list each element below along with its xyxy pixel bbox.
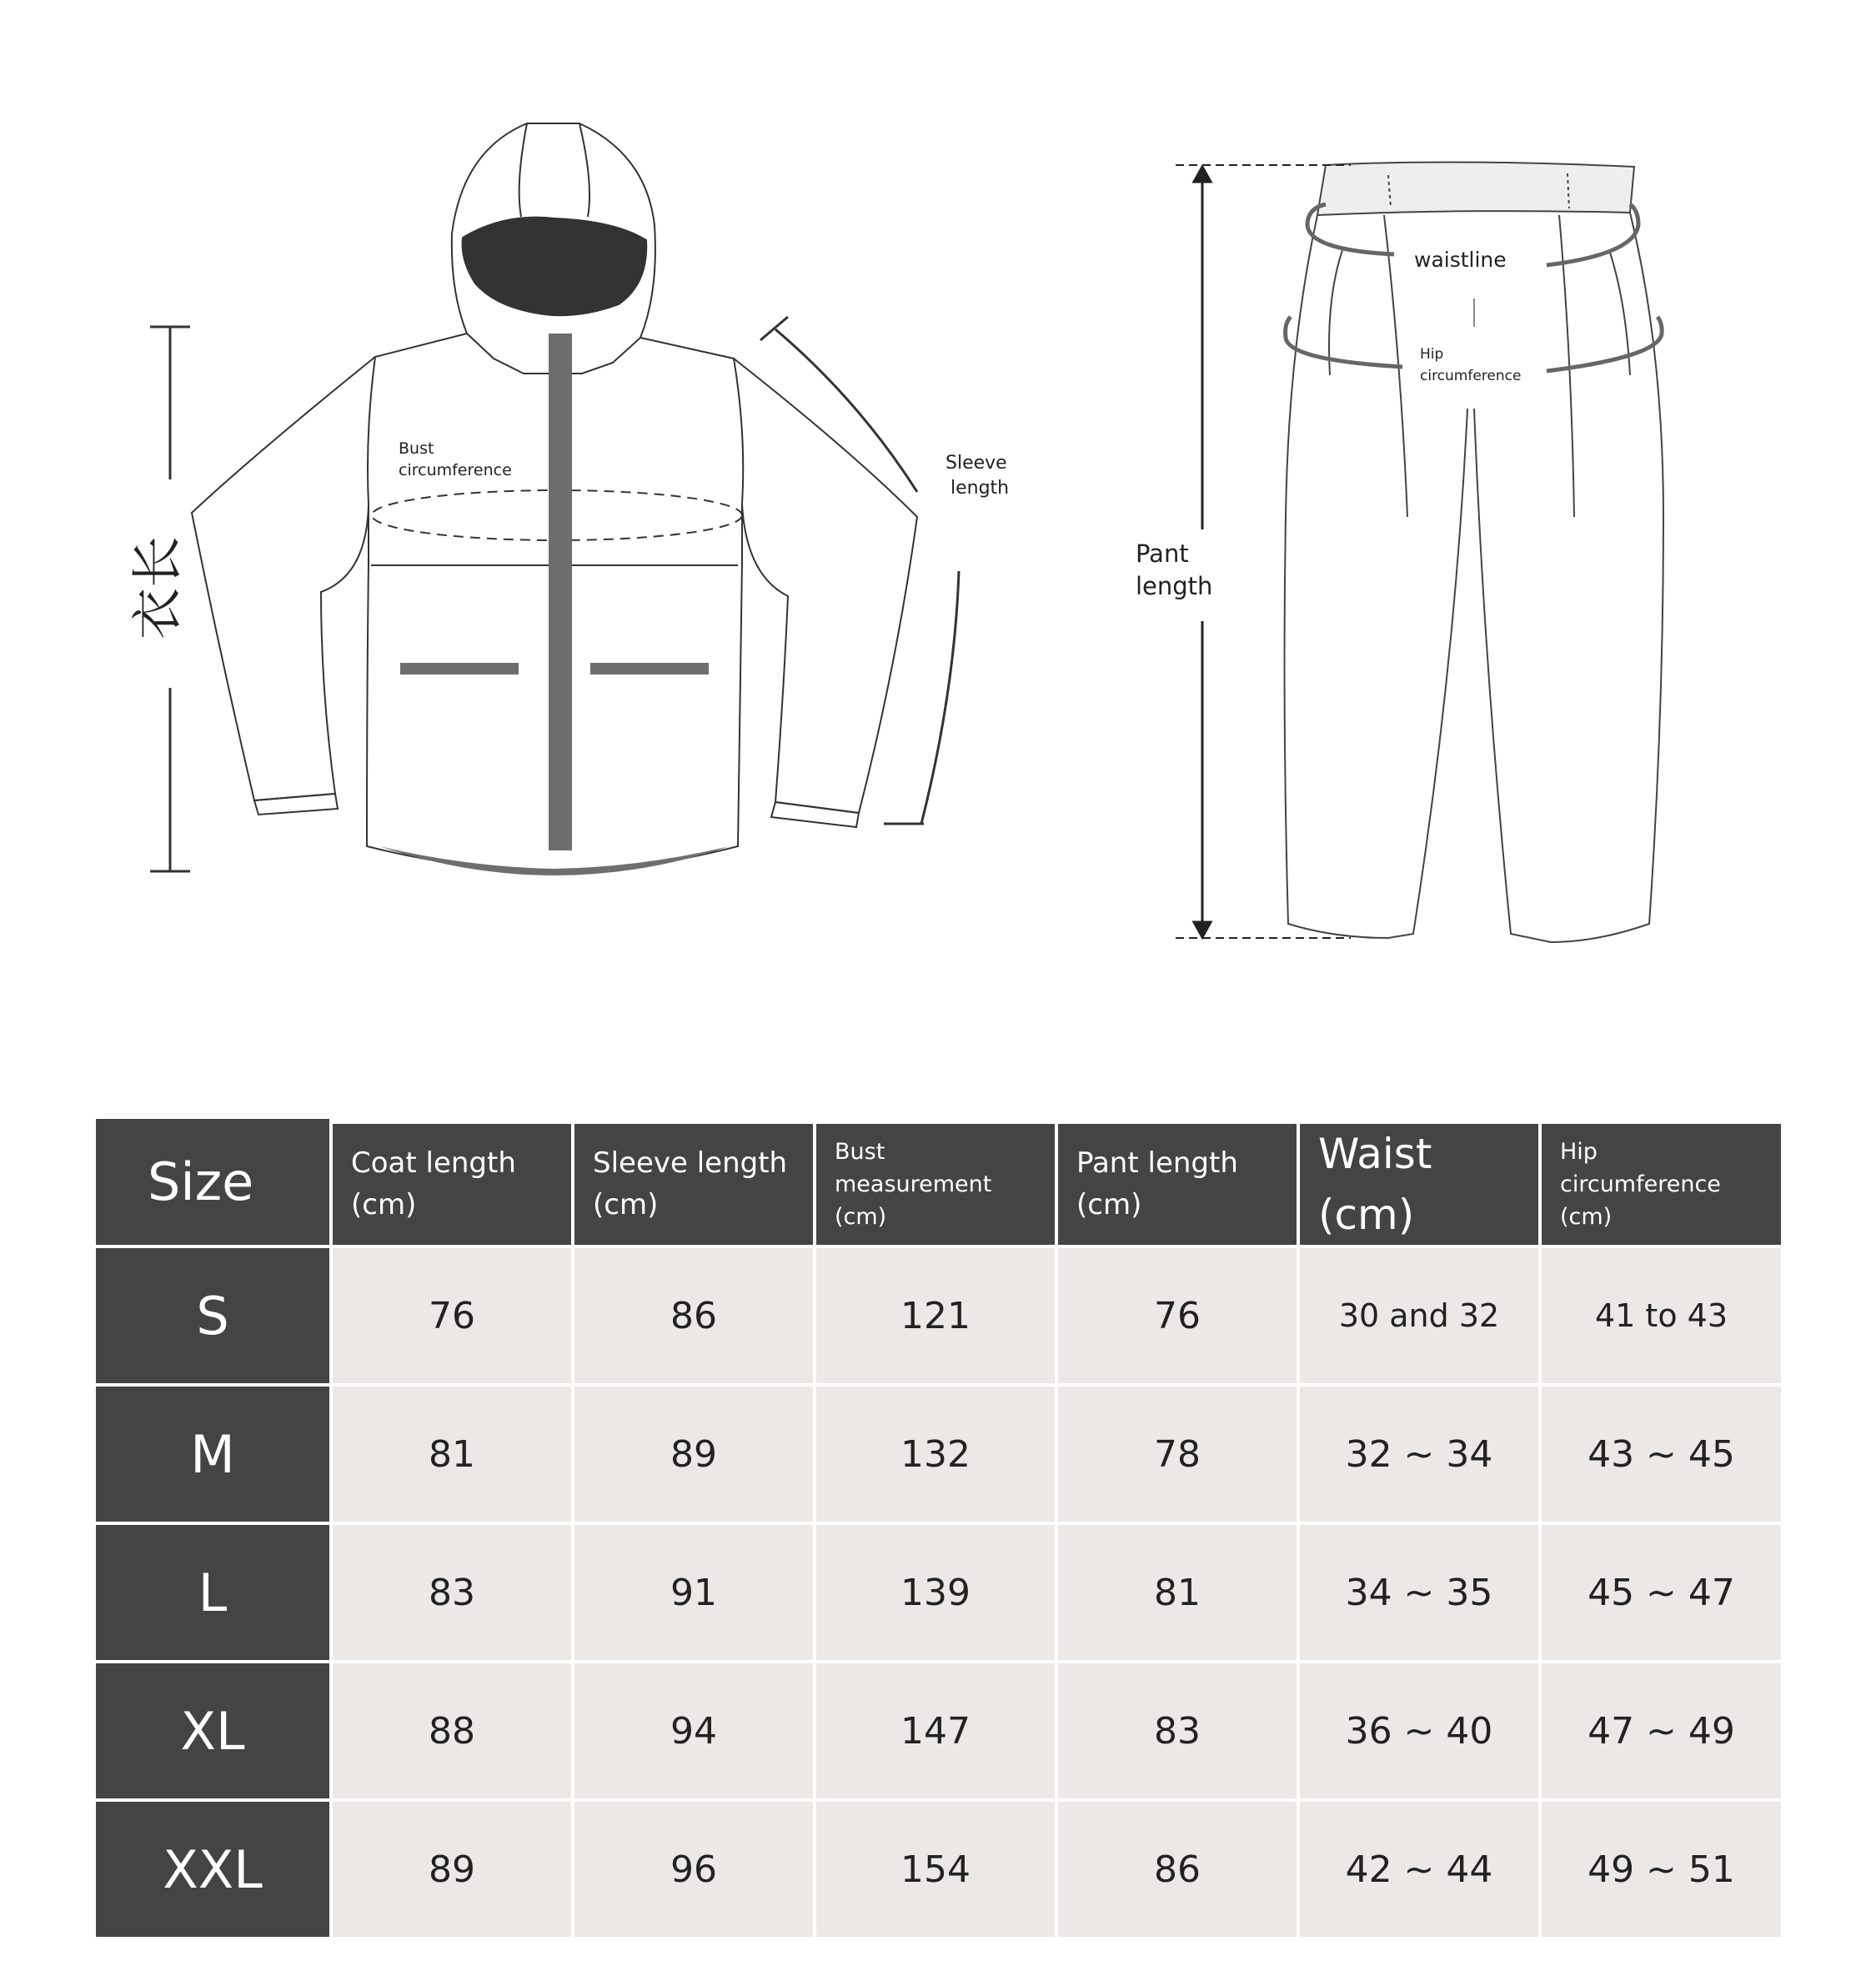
size-cell: S: [96, 1248, 329, 1383]
pant-length-cell: 76: [1058, 1248, 1297, 1383]
pant-length-label-line1: Pant: [1136, 539, 1189, 568]
jacket-left-pocket: [400, 663, 519, 675]
pant-length-cell: 83: [1058, 1663, 1297, 1798]
sleeve-length-cell: 96: [574, 1802, 813, 1937]
jacket-hood-seam: [519, 123, 589, 217]
jacket-left-sleeve: [192, 357, 375, 800]
coat-length-cell: 88: [333, 1663, 571, 1798]
jacket-hood-opening: [463, 218, 647, 316]
waist-cell: 32 ~ 34: [1300, 1387, 1538, 1522]
hip-cell: 45 ~ 47: [1542, 1525, 1781, 1660]
table-row-xxl: [96, 1802, 1781, 1937]
pant-length-cell: 81: [1058, 1525, 1297, 1660]
sleeve-length-cell: 86: [574, 1248, 813, 1383]
pants-right-leg: [1474, 213, 1663, 942]
hip-band-right: [1547, 317, 1662, 371]
sleeve-length-dimension: [760, 317, 959, 824]
header-pant-length: Pant length (cm): [1058, 1119, 1297, 1245]
sleeve-length-cell: 94: [574, 1663, 813, 1798]
hip-cell: 49 ~ 51: [1542, 1802, 1781, 1937]
table-row-s: [96, 1248, 1781, 1383]
hip-cell: 41 to 43: [1542, 1248, 1781, 1383]
header-size: Size: [96, 1119, 329, 1245]
hip-cell: 43 ~ 45: [1542, 1387, 1781, 1522]
size-cell: XL: [96, 1663, 329, 1798]
jacket-right-pocket: [590, 663, 709, 675]
table-row-l: [96, 1525, 1781, 1660]
bust-label-line1: Bust: [399, 439, 434, 458]
waist-cell: 42 ~ 44: [1300, 1802, 1538, 1937]
hip-band-left: [1286, 317, 1402, 367]
coat-length-cell: 76: [333, 1248, 571, 1383]
jacket-right-sleeve: [734, 359, 917, 813]
bust-cell: 121: [816, 1248, 1055, 1383]
sleeve-length-cell: 91: [574, 1525, 813, 1660]
sleeve-length-cell: 89: [574, 1387, 813, 1522]
hip-cell: 47 ~ 49: [1542, 1663, 1781, 1798]
sleeve-label-line1: Sleeve: [946, 453, 1007, 474]
coat-length-cell: 89: [333, 1802, 571, 1937]
hip-label-line1: Hip: [1420, 346, 1444, 363]
table-row-m: [96, 1387, 1781, 1522]
waistline-label: waistline: [1414, 248, 1507, 272]
pants-drawing: [1285, 162, 1663, 942]
waist-cell: 36 ~ 40: [1300, 1663, 1538, 1798]
bust-cell: 154: [816, 1802, 1055, 1937]
waist-cell: 30 and 32: [1300, 1248, 1538, 1383]
pants-left-leg: [1285, 215, 1467, 938]
header-sleeve-length: Sleeve length (cm): [574, 1119, 813, 1245]
bust-cell: 139: [816, 1525, 1055, 1660]
table-header-row: [96, 1119, 1781, 1245]
pant-length-cell: 86: [1058, 1802, 1297, 1937]
hip-label-line2: circumference: [1420, 368, 1522, 384]
header-waist: Waist (cm): [1300, 1119, 1538, 1245]
pant-length-dimension: [1176, 165, 1351, 938]
coat-length-cell: 83: [333, 1525, 571, 1660]
size-table: [93, 1116, 1784, 1940]
jacket-zipper: [549, 334, 572, 850]
bust-label-line2: circumference: [399, 461, 512, 479]
bust-cell: 132: [816, 1387, 1055, 1522]
coat-length-cell: 81: [333, 1387, 571, 1522]
pant-length-cell: 78: [1058, 1387, 1297, 1522]
waist-cell: 34 ~ 35: [1300, 1525, 1538, 1660]
pant-length-label-line2: length: [1136, 572, 1213, 600]
header-bust-measurement: Bust measurement (cm): [816, 1119, 1055, 1245]
header-coat-length: Coat length (cm): [333, 1119, 571, 1245]
header-hip-circumference: Hip circumference (cm): [1542, 1119, 1781, 1245]
jacket-right-cuff: [771, 802, 859, 827]
jacket-hem: [379, 846, 730, 875]
pants-measure-bands: [1286, 204, 1663, 371]
bust-cell: 147: [816, 1663, 1055, 1798]
size-cell: XXL: [96, 1802, 329, 1937]
size-chart: [96, 1119, 1761, 1940]
table-row-xl: [96, 1663, 1781, 1798]
coat-length-label: 衣长: [127, 535, 188, 640]
size-cell: L: [96, 1525, 329, 1660]
sleeve-label-line2: length: [951, 478, 1010, 499]
pants-waistband: [1317, 162, 1634, 215]
jacket-left-cuff: [254, 794, 338, 815]
size-cell: M: [96, 1387, 329, 1522]
